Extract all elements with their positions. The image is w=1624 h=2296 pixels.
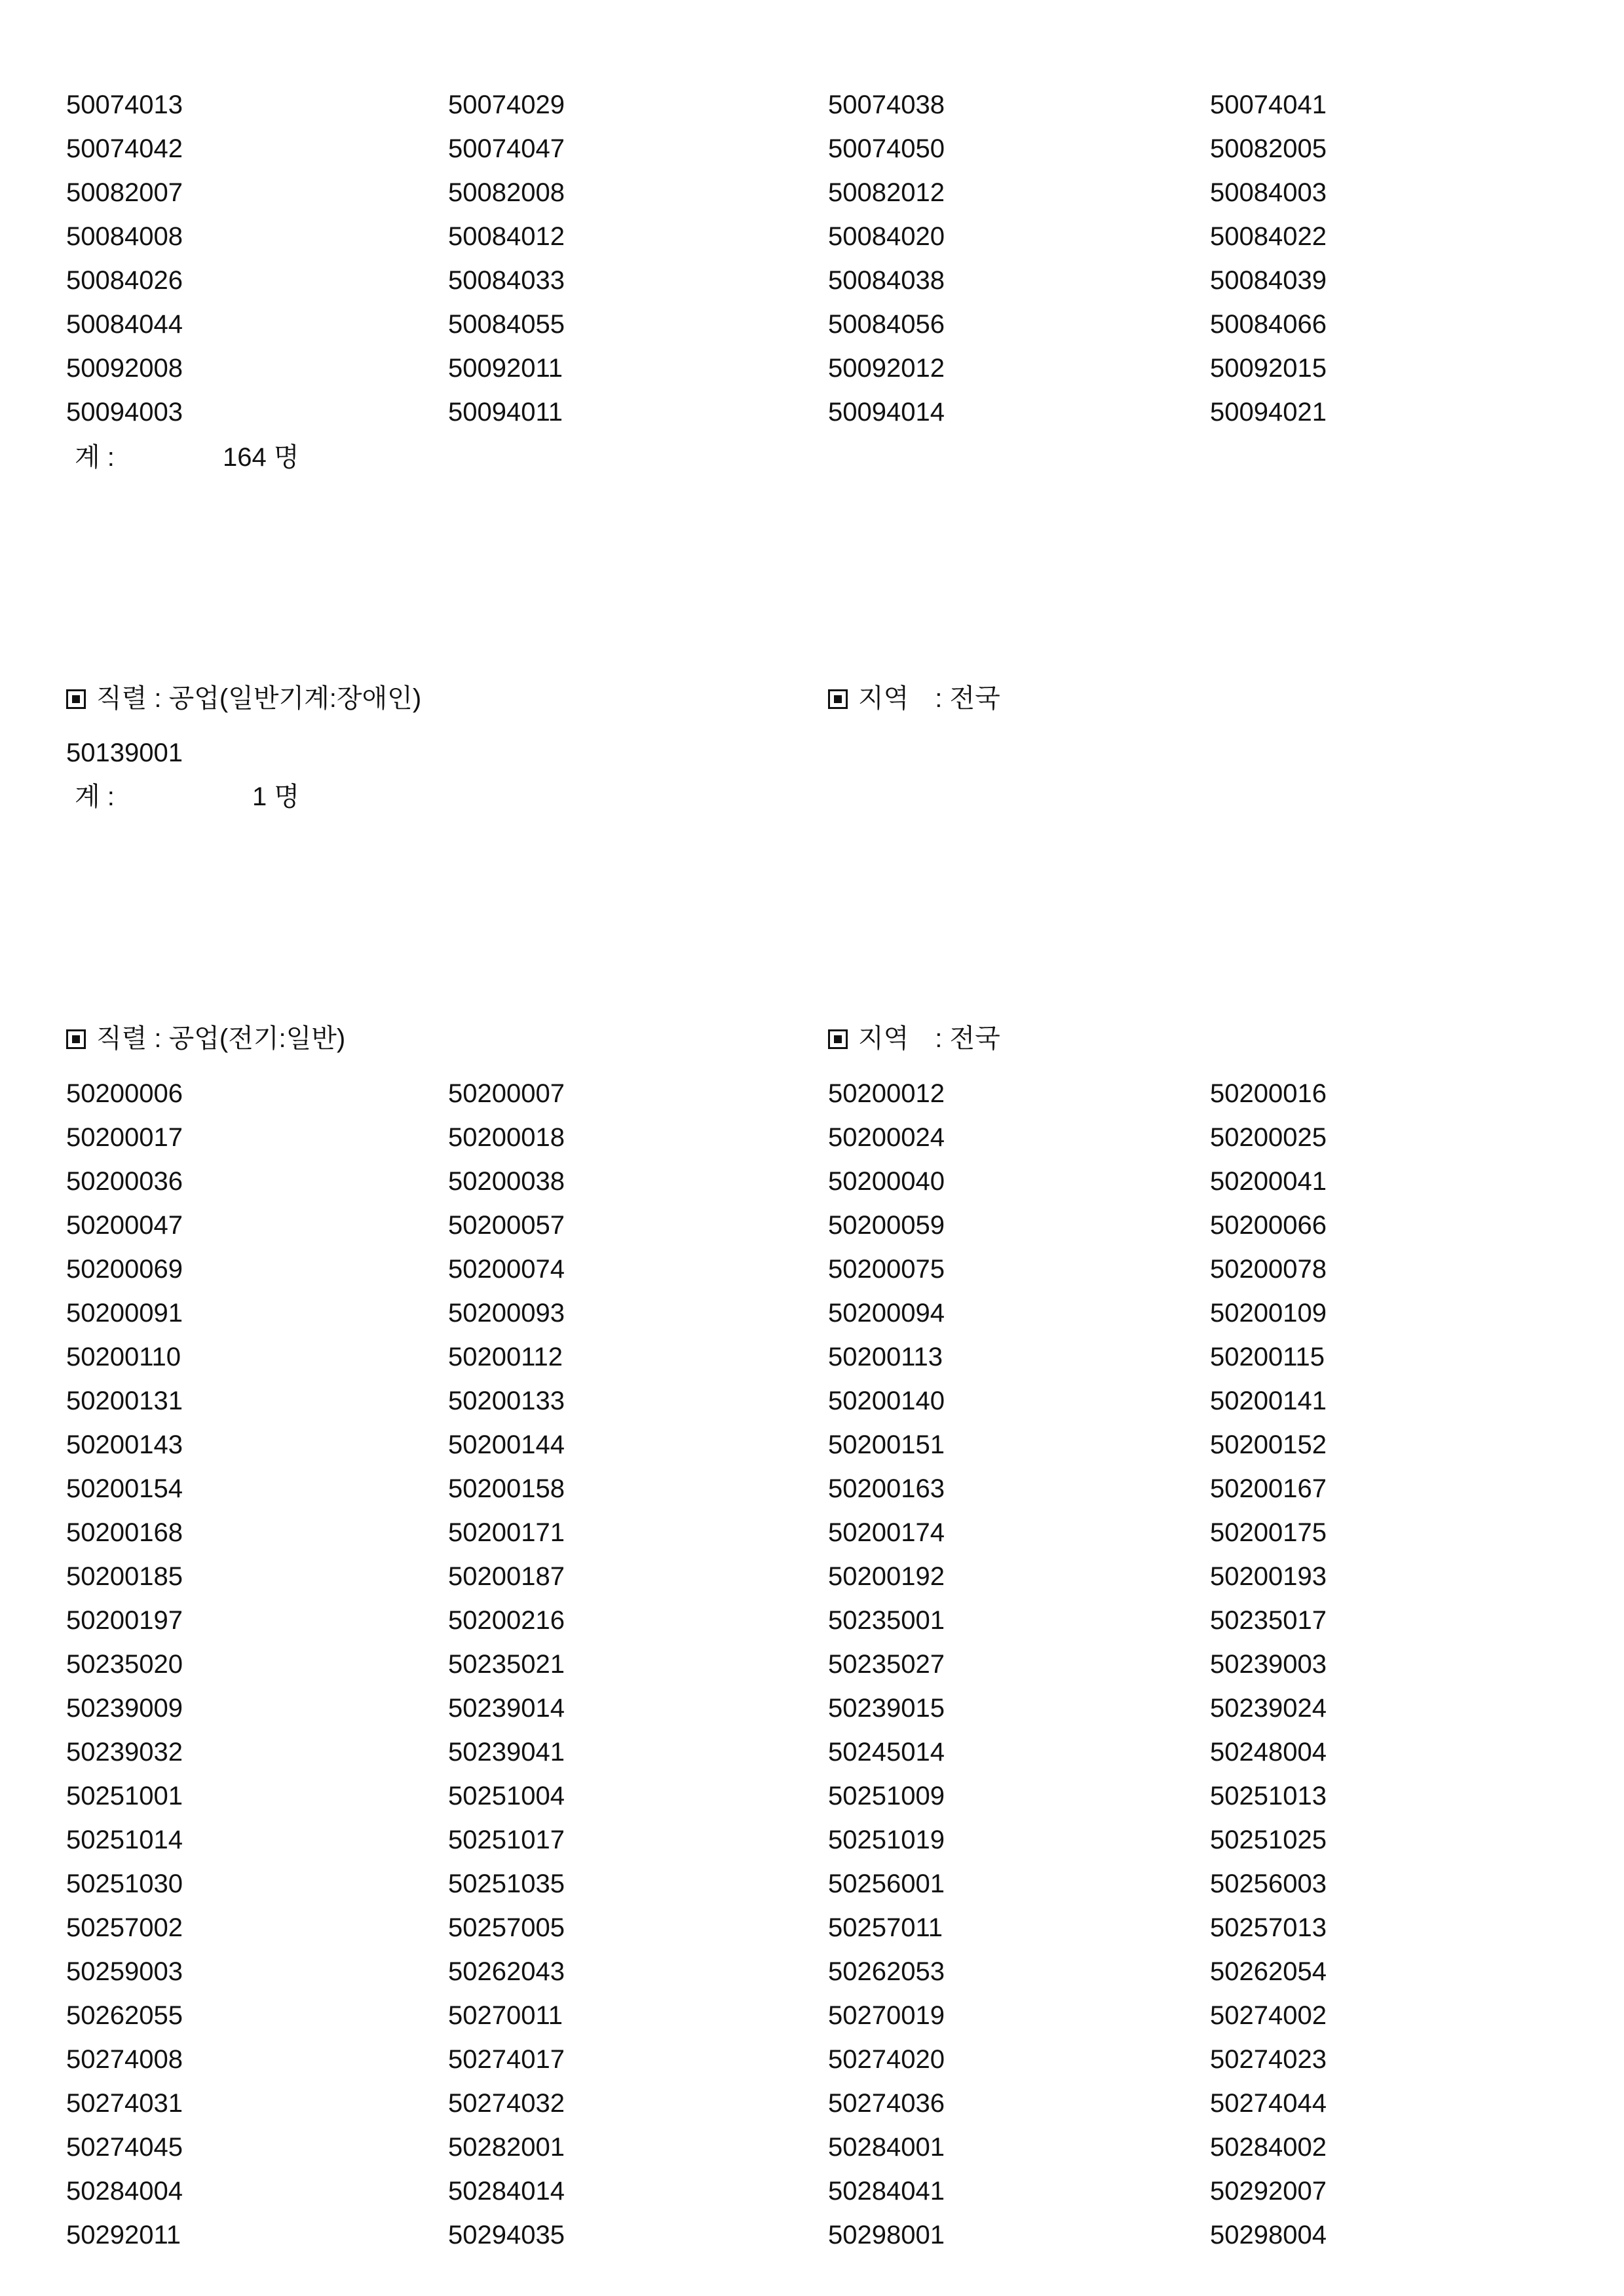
applicant-number: 50200078 — [1210, 1255, 1327, 1284]
applicant-number: 50139001 — [66, 738, 183, 767]
applicant-number: 50274044 — [1210, 2089, 1327, 2118]
table-row — [0, 1204, 1624, 1248]
applicant-number: 50092008 — [66, 354, 183, 383]
applicant-number: 50074050 — [828, 134, 945, 163]
applicant-number: 50074038 — [828, 90, 945, 119]
applicant-number: 50200141 — [1210, 1387, 1327, 1415]
applicant-number: 50200112 — [448, 1343, 563, 1371]
applicant-number: 50200163 — [828, 1474, 945, 1503]
applicant-number: 50251017 — [448, 1826, 565, 1854]
applicant-number: 50274045 — [66, 2133, 183, 2162]
applicant-number: 50094011 — [448, 398, 563, 427]
applicant-number: 50074047 — [448, 134, 565, 163]
applicant-number: 50251001 — [66, 1782, 183, 1810]
applicant-number: 50200018 — [448, 1123, 565, 1152]
applicant-number: 50298004 — [1210, 2221, 1327, 2249]
applicant-number: 50200094 — [828, 1299, 945, 1328]
square-bullet-icon — [66, 689, 86, 709]
section-electric-region — [828, 1017, 1000, 1061]
applicant-number: 50251030 — [66, 1869, 183, 1898]
square-bullet-icon — [828, 689, 848, 709]
applicant-number: 50084056 — [828, 310, 945, 339]
applicant-number: 50257002 — [66, 1913, 183, 1942]
applicant-number: 50200006 — [66, 1079, 183, 1108]
applicant-number: 50282001 — [448, 2133, 565, 2162]
applicant-number: 50251009 — [828, 1782, 945, 1810]
applicant-number: 50074042 — [66, 134, 183, 163]
applicant-number: 50084038 — [828, 266, 945, 295]
applicant-number: 50274023 — [1210, 2045, 1327, 2074]
applicant-number: 50094003 — [66, 398, 183, 427]
applicant-number: 50200016 — [1210, 1079, 1327, 1108]
table-row — [0, 1862, 1624, 1906]
applicant-number: 50200036 — [66, 1167, 183, 1196]
applicant-number: 50200012 — [828, 1079, 945, 1108]
table-row — [0, 1072, 1624, 1116]
applicant-number: 50235021 — [448, 1650, 565, 1679]
applicant-number: 50274031 — [66, 2089, 183, 2118]
applicant-number: 50200216 — [448, 1606, 565, 1635]
applicant-number: 50200075 — [828, 1255, 945, 1284]
applicant-number: 50292007 — [1210, 2177, 1327, 2206]
applicant-number: 50200187 — [448, 1562, 565, 1591]
applicant-number: 50200041 — [1210, 1167, 1327, 1196]
applicant-number: 50200024 — [828, 1123, 945, 1152]
table-row — [0, 2038, 1624, 2082]
applicant-number: 50262054 — [1210, 1957, 1327, 1986]
applicant-number: 50274008 — [66, 2045, 183, 2074]
table-row — [0, 1555, 1624, 1599]
table-row — [0, 1511, 1624, 1555]
applicant-number: 50284041 — [828, 2177, 945, 2206]
section-disabled-region — [828, 677, 1000, 721]
table-row — [0, 1731, 1624, 1774]
applicant-number: 50274017 — [448, 2045, 565, 2074]
applicant-number: 50084044 — [66, 310, 183, 339]
applicant-number: 50200140 — [828, 1387, 945, 1415]
applicant-number: 50200110 — [66, 1343, 181, 1371]
applicant-number: 50200007 — [448, 1079, 565, 1108]
applicant-number: 50239032 — [66, 1738, 183, 1767]
applicant-number: 50084026 — [66, 266, 183, 295]
applicant-number: 50084066 — [1210, 310, 1327, 339]
applicant-number: 50200167 — [1210, 1474, 1327, 1503]
applicant-number: 50200144 — [448, 1430, 565, 1459]
table-row — [0, 1994, 1624, 2038]
table-row — [0, 1116, 1624, 1160]
section-disabled-header — [0, 677, 1624, 721]
section-title-text: 직렬 : 공업(일반기계:장애인) — [96, 684, 422, 713]
applicant-number: 50094021 — [1210, 398, 1327, 427]
applicant-number: 50082008 — [448, 178, 565, 207]
applicant-number: 50274032 — [448, 2089, 565, 2118]
applicant-number: 50200074 — [448, 1255, 565, 1284]
applicant-number: 50200093 — [448, 1299, 565, 1328]
table-row — [0, 1643, 1624, 1687]
applicant-number: 50200113 — [828, 1343, 943, 1371]
table-row — [0, 1160, 1624, 1204]
table-row — [0, 2126, 1624, 2170]
applicant-number: 50239024 — [1210, 1694, 1327, 1723]
applicant-number: 50200152 — [1210, 1430, 1327, 1459]
applicant-number: 50074029 — [448, 90, 565, 119]
section-electric-title — [66, 1017, 345, 1061]
table-row — [0, 171, 1624, 215]
applicant-number: 50292011 — [66, 2221, 181, 2249]
applicant-number: 50084022 — [1210, 222, 1327, 251]
table-row — [0, 1774, 1624, 1818]
total-label: 계 : — [75, 443, 115, 472]
applicant-number: 50239014 — [448, 1694, 565, 1723]
applicant-number: 50200025 — [1210, 1123, 1327, 1152]
applicant-number: 50251019 — [828, 1826, 945, 1854]
applicant-number: 50082007 — [66, 178, 183, 207]
applicant-number: 50256003 — [1210, 1869, 1327, 1898]
section-region-text: 지역 : 전국 — [858, 1024, 1000, 1053]
applicant-number: 50284014 — [448, 2177, 565, 2206]
applicant-number: 50200040 — [828, 1167, 945, 1196]
square-bullet-icon — [828, 1029, 848, 1049]
applicant-number: 50084003 — [1210, 178, 1327, 207]
applicant-number: 50200193 — [1210, 1562, 1327, 1591]
applicant-number: 50200171 — [448, 1518, 565, 1547]
applicant-number: 50245014 — [828, 1738, 945, 1767]
applicant-number: 50074041 — [1210, 90, 1327, 119]
applicant-number: 50094014 — [828, 398, 945, 427]
applicant-number: 50200154 — [66, 1474, 183, 1503]
applicant-number: 50251025 — [1210, 1826, 1327, 1854]
applicant-number: 50294035 — [448, 2221, 565, 2249]
applicant-number: 50200017 — [66, 1123, 183, 1152]
applicant-number: 50200109 — [1210, 1299, 1327, 1328]
applicant-number: 50200047 — [66, 1211, 183, 1240]
applicant-number: 50284002 — [1210, 2133, 1327, 2162]
applicant-number: 50251035 — [448, 1869, 565, 1898]
section-title-text: 직렬 : 공업(전기:일반) — [96, 1024, 346, 1053]
applicant-number: 50084033 — [448, 266, 565, 295]
applicant-number: 50074013 — [66, 90, 183, 119]
applicant-number: 50251014 — [66, 1826, 183, 1854]
applicant-number: 50239003 — [1210, 1650, 1327, 1679]
applicant-number: 50092015 — [1210, 354, 1327, 383]
applicant-number: 50298001 — [828, 2221, 945, 2249]
applicant-number: 50257005 — [448, 1913, 565, 1942]
table-row — [0, 2170, 1624, 2213]
applicant-number: 50200174 — [828, 1518, 945, 1547]
table-row — [0, 1292, 1624, 1335]
applicant-number: 50082012 — [828, 178, 945, 207]
applicant-number: 50084020 — [828, 222, 945, 251]
applicant-number: 50251013 — [1210, 1782, 1327, 1810]
applicant-number: 50262053 — [828, 1957, 945, 1986]
table-row — [0, 1599, 1624, 1643]
table-row — [0, 1950, 1624, 1994]
section-region-text: 지역 : 전국 — [858, 684, 1000, 713]
applicant-number: 50200066 — [1210, 1211, 1327, 1240]
table-row — [0, 127, 1624, 171]
total-label: 계 : — [75, 782, 115, 811]
table-row — [0, 83, 1624, 127]
applicant-number: 50259003 — [66, 1957, 183, 1986]
applicant-number: 50200175 — [1210, 1518, 1327, 1547]
applicant-number: 50200091 — [66, 1299, 183, 1328]
section-electric-header — [0, 1017, 1624, 1061]
table-row — [0, 1423, 1624, 1467]
applicant-number: 50235020 — [66, 1650, 183, 1679]
applicant-number: 50270019 — [828, 2001, 945, 2030]
applicant-number: 50200115 — [1210, 1343, 1325, 1371]
applicant-number: 50200059 — [828, 1211, 945, 1240]
total-count: 1 명 — [252, 782, 299, 811]
table-row — [0, 2213, 1624, 2257]
section-disabled-title — [66, 677, 421, 721]
table-row — [0, 1467, 1624, 1511]
square-bullet-icon — [66, 1029, 86, 1049]
applicant-number: 50256001 — [828, 1869, 945, 1898]
applicant-number: 50235027 — [828, 1650, 945, 1679]
applicant-number: 50200168 — [66, 1518, 183, 1547]
table-row — [0, 1687, 1624, 1731]
table-row — [0, 1248, 1624, 1292]
applicant-number: 50284001 — [828, 2133, 945, 2162]
applicant-number: 50200057 — [448, 1211, 565, 1240]
applicant-number: 50284004 — [66, 2177, 183, 2206]
applicant-number: 50248004 — [1210, 1738, 1327, 1767]
applicant-number: 50239009 — [66, 1694, 183, 1723]
applicant-number: 50200185 — [66, 1562, 183, 1591]
applicant-number: 50092011 — [448, 354, 563, 383]
table-row — [0, 731, 1624, 775]
applicant-number: 50084008 — [66, 222, 183, 251]
applicant-number: 50251004 — [448, 1782, 565, 1810]
applicant-number: 50200158 — [448, 1474, 565, 1503]
table-row — [0, 2082, 1624, 2126]
applicant-number: 50084039 — [1210, 266, 1327, 295]
applicant-number: 50274036 — [828, 2089, 945, 2118]
applicant-number: 50200197 — [66, 1606, 183, 1635]
applicant-number: 50274002 — [1210, 2001, 1327, 2030]
applicant-number: 50274020 — [828, 2045, 945, 2074]
table-row — [0, 347, 1624, 391]
applicant-number: 50235017 — [1210, 1606, 1327, 1635]
applicant-number: 50200131 — [66, 1387, 183, 1415]
applicant-number: 50084012 — [448, 222, 565, 251]
applicant-number: 50200143 — [66, 1430, 183, 1459]
applicant-number: 50092012 — [828, 354, 945, 383]
applicant-number: 50200038 — [448, 1167, 565, 1196]
applicant-number: 50270011 — [448, 2001, 563, 2030]
applicant-number: 50082005 — [1210, 134, 1327, 163]
table-row — [0, 391, 1624, 434]
table-row — [0, 215, 1624, 259]
applicant-number: 50257011 — [828, 1913, 943, 1942]
applicant-number: 50257013 — [1210, 1913, 1327, 1942]
table-row — [0, 1335, 1624, 1379]
applicant-number: 50200192 — [828, 1562, 945, 1591]
table-row — [0, 259, 1624, 303]
total-count: 164 명 — [223, 443, 299, 472]
applicant-number: 50200151 — [828, 1430, 945, 1459]
applicant-number: 50235001 — [828, 1606, 945, 1635]
applicant-number: 50239015 — [828, 1694, 945, 1723]
applicant-number: 50239041 — [448, 1738, 565, 1767]
applicant-number: 50084055 — [448, 310, 565, 339]
applicant-number: 50262043 — [448, 1957, 565, 1986]
applicant-number: 50200133 — [448, 1387, 565, 1415]
table-row — [0, 1379, 1624, 1423]
table-row — [0, 303, 1624, 347]
applicant-number: 50262055 — [66, 2001, 183, 2030]
applicant-number: 50200069 — [66, 1255, 183, 1284]
table-row — [0, 1818, 1624, 1862]
table-row — [0, 1906, 1624, 1950]
